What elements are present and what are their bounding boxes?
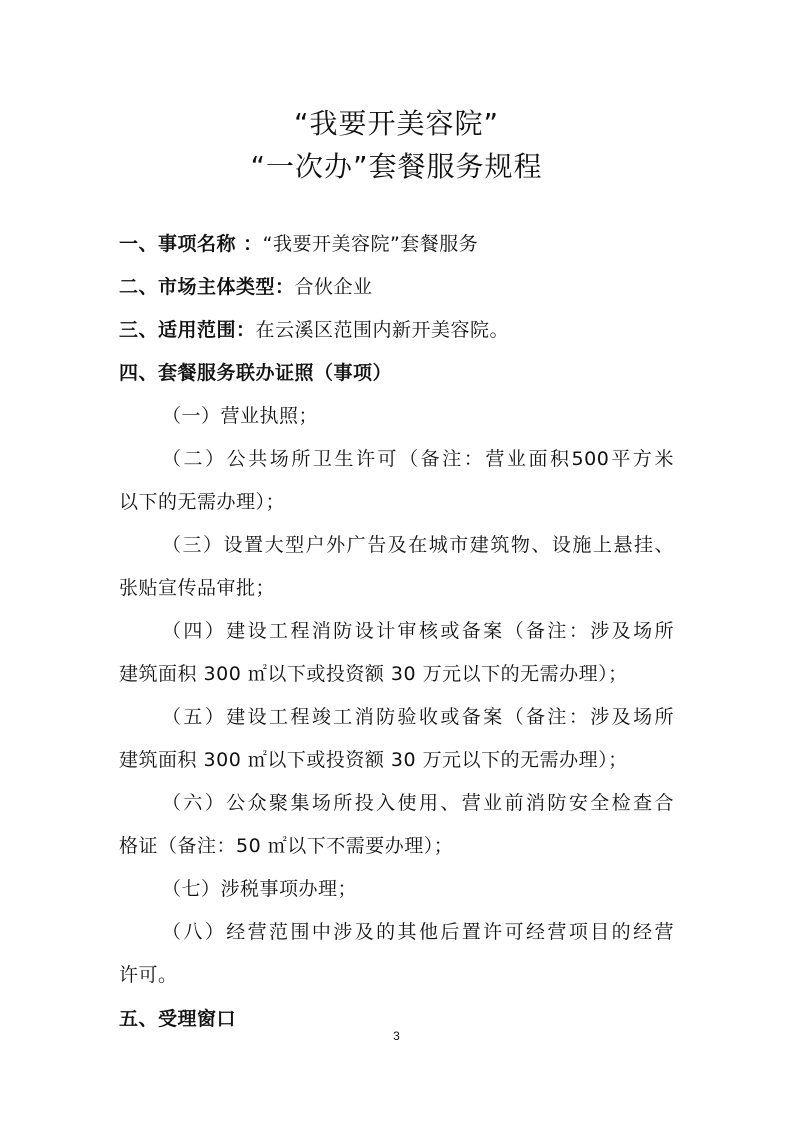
- list-item-4-line-1: （四）建设工程消防设计审核或备案（备注：涉及场所: [162, 620, 674, 642]
- list-item-8-line-2: 许可。: [119, 964, 178, 986]
- section-1-heading: 一、事项名称 ：: [119, 233, 263, 255]
- list-item-7: （七）涉税事项办理；: [162, 878, 358, 900]
- document-title-line-2: “一次办”套餐服务规程: [250, 150, 543, 183]
- section-2-content: 合伙企业: [294, 276, 373, 298]
- list-item-6-line-1: （六）公众聚集场所投入使用、营业前消防安全检查合: [162, 792, 674, 814]
- list-item-5-line-2: 建筑面积 300 ㎡以下或投资额 30 万元以下的无需办理）；: [119, 749, 628, 771]
- list-item-3-line-1: （三）设置大型户外广告及在城市建筑物、设施上悬挂、: [162, 534, 674, 556]
- section-4-heading: 四、套餐服务联办证照（事项）: [119, 362, 393, 384]
- section-1: [119, 231, 478, 257]
- section-3-heading: 三、适用范围：: [119, 319, 256, 341]
- list-item-3-line-2: 张贴宣传品审批；: [119, 577, 276, 599]
- list-item-1: （一）营业执照；: [162, 405, 319, 427]
- document-title-line-1: “我要开美容院”: [293, 107, 499, 140]
- list-item-6-line-2: 格证（备注：50 ㎡以下不需要办理）；: [119, 835, 454, 857]
- list-item-8-line-1: （八）经营范围中涉及的其他后置许可经营项目的经营: [162, 921, 674, 943]
- page-number: 3: [393, 1029, 400, 1043]
- section-3: [119, 317, 509, 343]
- list-item-2-line-1: （二）公共场所卫生许可（备注：营业面积500平方米: [162, 448, 674, 470]
- list-item-4-line-2: 建筑面积 300 ㎡以下或投资额 30 万元以下的无需办理）；: [119, 663, 628, 685]
- section-2-heading: 二、市场主体类型：: [119, 276, 295, 298]
- list-item-2-line-2: 以下的无需办理）；: [119, 491, 286, 513]
- section-1-content: “我要开美容院”套餐服务: [262, 233, 479, 255]
- list-item-5-line-1: （五）建设工程竣工消防验收或备案（备注：涉及场所: [162, 706, 674, 728]
- section-3-content: 在云溪区范围内新开美容院。: [255, 319, 510, 341]
- section-5-heading: 五、受理窗口: [119, 1008, 237, 1030]
- section-2: [119, 274, 373, 300]
